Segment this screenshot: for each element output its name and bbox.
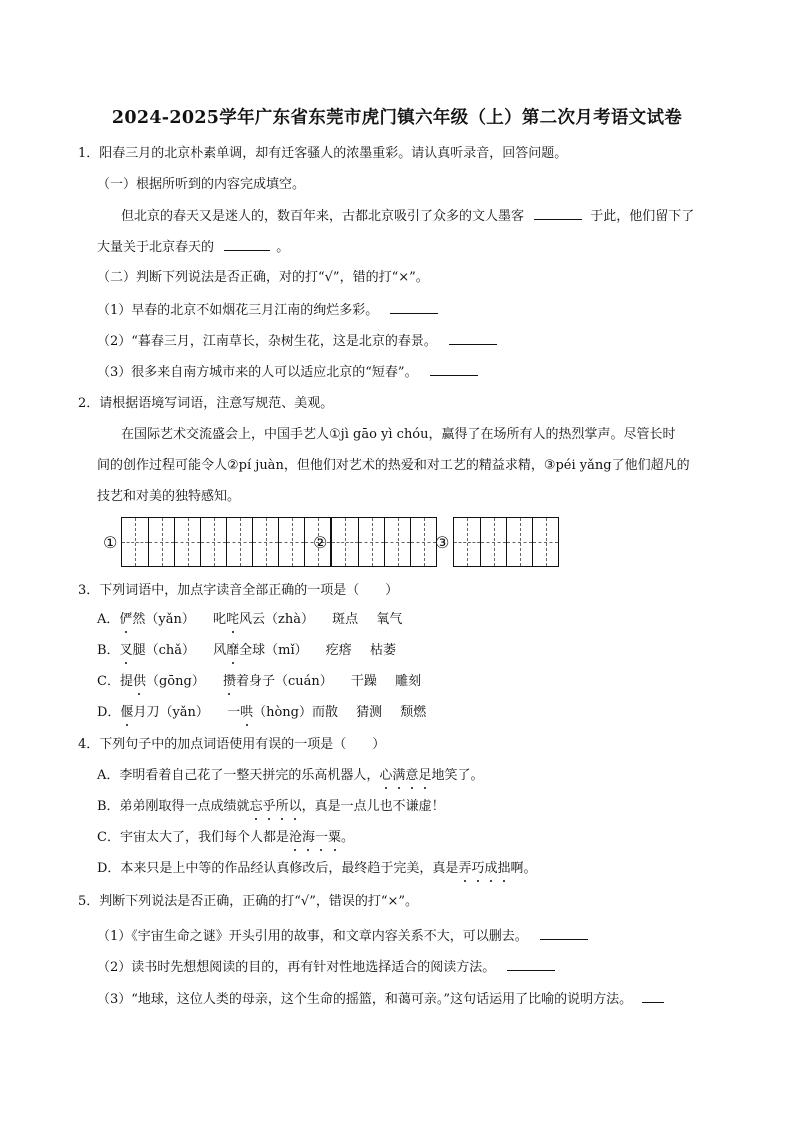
- q5-stem: 5．判断下列说法是否正确，正确的打“√”，错误的打“×”。: [78, 894, 419, 909]
- word-part: （hòng）而散: [253, 705, 338, 720]
- sentence-part: 。: [341, 830, 355, 845]
- word: 斑点: [332, 612, 359, 627]
- tian-grid-3[interactable]: [453, 517, 559, 567]
- grid-cell[interactable]: [226, 518, 252, 566]
- q1-passage-line1: [121, 205, 694, 227]
- q5-item-2: [97, 956, 555, 978]
- sentence-part: 啊。: [510, 861, 537, 876]
- option-label: D．: [97, 705, 121, 720]
- q1-stem: 1．阳春三月的北京朴素单调，却有迁客骚人的浓墨重彩。请认真听录音，回答问题。: [78, 146, 568, 161]
- grid-cell[interactable]: [454, 518, 480, 566]
- q5-item-3-text: （3）“地球，这位人类的母亲，这个生命的摇篮，和蔼可亲。”这句话运用了比喻的说明方法。: [97, 992, 633, 1007]
- grid-cell[interactable]: [480, 518, 506, 566]
- word: 干躁: [350, 674, 377, 689]
- q1-passage-c: 大量关于北京春天的: [97, 240, 215, 255]
- dotted-char: 叉: [120, 641, 133, 661]
- dotted-char: 海: [302, 828, 315, 848]
- q5-item-1: [97, 925, 588, 947]
- sentence-part: ，真是一点儿也不谦虚！: [301, 799, 445, 814]
- word: 颓燃: [400, 705, 427, 720]
- dotted-char: 足: [418, 766, 431, 786]
- grid-cell[interactable]: [252, 518, 278, 566]
- q5-item-2-blank[interactable]: [507, 956, 555, 971]
- q2-pinyin-3: péi yǎng: [555, 458, 612, 473]
- dotted-char: 靡: [226, 641, 239, 661]
- q2-marker-3: ③: [543, 458, 556, 473]
- q5-item-1-text: （1）《宇宙生命之谜》开头引用的故事，和文章内容关系不大，可以删去。: [97, 929, 528, 944]
- q1-passage-d: 。: [276, 240, 290, 255]
- word-part: 然（yǎn）: [132, 612, 195, 627]
- q3-option-a[interactable]: [97, 610, 402, 630]
- sentence-part: D．本来只是上中等的作品经认真修改后，最终趋于完美，真是: [97, 861, 459, 876]
- grid-cell[interactable]: [384, 518, 410, 566]
- tian-grid-1[interactable]: [121, 517, 331, 567]
- dotted-word: [458, 861, 510, 876]
- dotted-char: 供: [133, 672, 146, 692]
- q1-blank-2[interactable]: [224, 236, 270, 251]
- q5-item-3-blank[interactable]: [642, 988, 664, 1003]
- dotted-char: 拙: [497, 859, 510, 879]
- grid-label-2: ②: [313, 533, 328, 552]
- q2-text-2c: 了他们超凡的: [611, 458, 690, 473]
- q1-passage-line2: [97, 236, 289, 258]
- word-part: 一: [227, 705, 241, 720]
- word: 雕刻: [395, 674, 422, 689]
- q2-marker-1: ①: [329, 427, 341, 442]
- grid-cell[interactable]: [332, 518, 358, 566]
- q4-stem: 4．下列句子中的加点词语使用有误的一项是（ ）: [78, 737, 386, 752]
- dotted-word: [379, 768, 431, 783]
- grid-cell[interactable]: [148, 518, 174, 566]
- dotted-char: 粟: [328, 828, 341, 848]
- q2-pinyin-1: jì gāo yì chóu: [340, 427, 429, 442]
- dotted-char: 弄: [458, 859, 471, 879]
- option-label: A．: [97, 612, 120, 627]
- word-part: 叱: [213, 612, 227, 627]
- option-label: B．: [97, 643, 120, 658]
- dotted-char: 成: [484, 859, 497, 879]
- q5-item-2-text: （2）读书时先想想阅读的目的，再有针对性地选择适合的阅读方法。: [97, 960, 496, 975]
- q2-passage-line1: [121, 425, 676, 445]
- word-part: 风: [213, 643, 227, 658]
- dotted-char: 俨: [119, 610, 132, 630]
- q1-item-3-text: （3）很多来自南方城市来的人可以适应北京的“短春”。: [97, 365, 418, 380]
- word: 氧气: [376, 612, 403, 627]
- dotted-word: [250, 799, 302, 814]
- dotted-char: 乎: [263, 797, 276, 817]
- grid-cell[interactable]: [506, 518, 532, 566]
- dotted-char: 沧: [289, 828, 302, 848]
- dotted-char: 意: [405, 766, 418, 786]
- dotted-char: 忘: [250, 797, 263, 817]
- word-part: 提: [119, 674, 133, 689]
- word-part: 月刀（yǎn）: [133, 705, 209, 720]
- q1-passage-a: 但北京的春天又是迷人的，数百年来，古都北京吸引了众多的文人墨客: [121, 209, 525, 224]
- q2-text-2b: ，但他们对艺术的热爱和对工艺的精益求精，: [283, 458, 544, 473]
- q1-item-3-blank[interactable]: [430, 361, 478, 376]
- q5-item-1-blank[interactable]: [540, 925, 588, 940]
- q1-item-1-blank[interactable]: [390, 299, 438, 314]
- q3-option-c[interactable]: [97, 672, 421, 692]
- q2-stem: 2．请根据语境写词语，注意写规范、美观。: [78, 396, 334, 411]
- q2-text-2a: 间的创作过程可能令人: [97, 458, 228, 473]
- q1-blank-1[interactable]: [534, 205, 582, 220]
- q4-option-c[interactable]: [97, 828, 354, 848]
- dotted-char: 一: [315, 828, 328, 848]
- grid-cell[interactable]: [358, 518, 384, 566]
- q2-passage-line3: 技艺和对美的独特感知。: [97, 489, 241, 504]
- sentence-part: B．弟弟刚取得一点成绩就: [97, 799, 250, 814]
- dotted-char: 满: [392, 766, 405, 786]
- q2-marker-2: ②: [227, 458, 239, 473]
- grid-label-3: ③: [435, 533, 450, 552]
- word: 猜测: [356, 705, 383, 720]
- grid-cell[interactable]: [200, 518, 226, 566]
- q1-item-3: [97, 361, 478, 383]
- word-part: （gōng）: [145, 674, 205, 689]
- q1-passage-b: 于此，他们留下了: [590, 209, 695, 224]
- grid-cell[interactable]: [122, 518, 148, 566]
- dotted-char: 所: [276, 797, 289, 817]
- sentence-part: 地笑了。: [431, 768, 484, 783]
- q1-item-2-blank[interactable]: [449, 330, 497, 345]
- word-part: 风云（zhà）: [239, 612, 315, 627]
- option-label: C．: [97, 674, 120, 689]
- q2-passage-line2: [97, 456, 690, 476]
- dotted-char: 哄: [240, 703, 253, 723]
- dotted-char: 巧: [471, 859, 484, 879]
- q4-option-d[interactable]: [97, 859, 537, 879]
- dotted-word: [289, 830, 341, 845]
- q1-part1-heading: （一）根据所听到的内容完成填空。: [97, 177, 306, 192]
- q1-part2-heading: （二）判断下列说法是否正确，对的打“√”，错的打“×”。: [97, 270, 429, 285]
- dotted-char: 以: [289, 797, 302, 817]
- q3-stem: 3．下列词语中，加点字读音全部正确的一项是（ ）: [78, 583, 399, 598]
- tian-grid-2[interactable]: [331, 517, 437, 567]
- word-part: 腿（chǎ）: [132, 643, 195, 658]
- word-part: 全球（mǐ）: [239, 643, 308, 658]
- q2-text-1a: 在国际艺术交流盛会上，中国手艺人: [121, 427, 330, 442]
- sentence-part: A．李明看着自己花了一整天拼完的乐高机器人，: [97, 768, 380, 783]
- q1-item-1: [97, 299, 438, 321]
- dotted-char: 心: [379, 766, 392, 786]
- q1-item-2: [97, 330, 497, 352]
- q2-text-1b: ，赢得了在场所有人的热烈掌声。尽管长时: [428, 427, 676, 442]
- grid-label-1: ①: [103, 533, 118, 552]
- q3-option-b[interactable]: [97, 641, 396, 661]
- word: 枯萎: [369, 643, 396, 658]
- dotted-char: 攒: [223, 672, 236, 692]
- word-part: 着身子（cuán）: [235, 674, 333, 689]
- dotted-char: 咤: [226, 610, 239, 630]
- exam-title: 2024-2025学年广东省东莞市虎门镇六年级（上）第二次月考语文试卷: [111, 108, 683, 128]
- grid-cell[interactable]: [532, 518, 558, 566]
- q5-item-3: [97, 988, 664, 1010]
- word: 疙瘩: [325, 643, 352, 658]
- grid-cell[interactable]: [410, 518, 436, 566]
- grid-cell[interactable]: [278, 518, 304, 566]
- q3-option-d[interactable]: [97, 703, 426, 723]
- q1-item-1-text: （1）早春的北京不如烟花三月江南的绚烂多彩。: [97, 303, 379, 318]
- q4-option-a[interactable]: [97, 766, 483, 786]
- dotted-char: 偃: [120, 703, 133, 723]
- sentence-part: C．宇宙太大了，我们每个人都是: [97, 830, 289, 845]
- q2-pinyin-2: pí juàn: [238, 458, 284, 473]
- grid-cell[interactable]: [174, 518, 200, 566]
- q1-item-2-text: （2）“暮春三月，江南草长，杂树生花，这是北京的春景。: [97, 334, 437, 349]
- q4-option-b[interactable]: [97, 797, 445, 817]
